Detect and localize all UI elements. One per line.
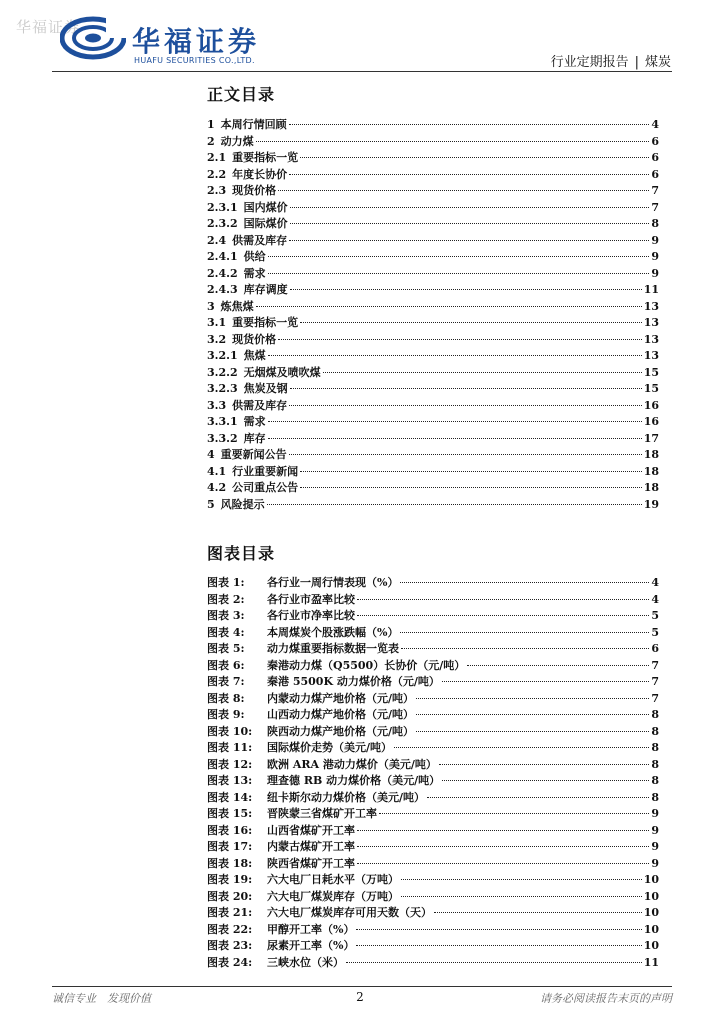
figure-entry-label: 六大电厂日耗水平（万吨）: [267, 873, 399, 886]
figure-entry[interactable]: [207, 690, 659, 707]
figure-entry[interactable]: [207, 888, 659, 905]
figure-entry-label: 内蒙动力煤产地价格（元/吨）: [267, 691, 415, 705]
figure-entry-page: 5: [651, 609, 659, 622]
figure-entry-number: 图表 23:: [207, 939, 253, 952]
toc-entry-page: 13: [643, 299, 659, 313]
figure-entry-leader: [356, 945, 641, 946]
report-header-info: [551, 51, 671, 70]
figure-entry[interactable]: [207, 822, 659, 839]
toc-entry-page: 18: [643, 481, 659, 494]
toc-entry-leader: [268, 256, 649, 257]
toc-entry-leader: [290, 388, 642, 389]
figure-entry-number: 图表 17:: [207, 840, 253, 853]
figure-entry-number: 图表 19:: [207, 873, 253, 886]
toc-entry-number: 2.2: [207, 167, 227, 181]
header-divider: [52, 71, 672, 72]
figure-entry[interactable]: [207, 904, 659, 921]
toc-entry-leader: [290, 289, 642, 290]
figure-entry-number: 图表 16:: [207, 823, 253, 837]
figure-entry-label: 各行业市净率比较: [267, 609, 355, 622]
table-of-contents: [207, 116, 659, 512]
toc-entry-leader: [289, 174, 649, 175]
toc-entry-leader: [300, 157, 649, 158]
figure-entry[interactable]: [207, 723, 659, 740]
figure-entry-leader: [434, 912, 642, 913]
figure-entry-number: 图表 12:: [207, 757, 253, 771]
toc-entry-leader: [289, 240, 649, 241]
figure-entry-label: 六大电厂煤炭库存（万吨）: [267, 889, 399, 903]
toc-entry[interactable]: [207, 397, 659, 414]
toc-entry-number: 2: [207, 134, 215, 148]
figure-entry-leader: [416, 698, 649, 699]
toc-entry-number: 2.4: [207, 233, 227, 247]
toc-entry-leader: [323, 372, 642, 373]
toc-entry-page: 16: [643, 415, 659, 428]
brand-name-cn: 华福证券: [132, 25, 261, 58]
figure-entry-leader: [356, 929, 641, 930]
watermark-text: 华福证券: [16, 18, 81, 36]
figure-entry-number: 图表 1:: [207, 576, 245, 589]
toc-entry[interactable]: [207, 430, 659, 447]
figure-entry-number: 图表 2:: [207, 592, 245, 606]
toc-entry-number: 3.2: [207, 332, 227, 346]
toc-entry[interactable]: [207, 265, 659, 282]
figure-entry-leader: [357, 863, 649, 864]
toc-entry-number: 3.2.1: [207, 349, 238, 362]
figure-entry[interactable]: [207, 805, 659, 822]
figure-entry[interactable]: [207, 937, 659, 954]
toc-entry-page: 15: [643, 382, 659, 395]
page-number: 2: [356, 990, 364, 1004]
figure-entry-leader: [400, 632, 649, 633]
figure-entry-leader: [357, 830, 649, 831]
figure-entry-number: 图表 3:: [207, 609, 245, 622]
figure-entry-label: 各行业市盈率比较: [267, 592, 355, 606]
toc-entry-number: 3.1: [207, 316, 227, 329]
toc-entry-number: 1: [207, 118, 215, 131]
figure-entry-page: 7: [651, 675, 659, 688]
figure-entry-label: 三峡水位（米）: [267, 955, 344, 969]
toc-entry[interactable]: [207, 314, 659, 331]
toc-entry-label: 风险提示: [220, 497, 265, 511]
toc-entry[interactable]: [207, 182, 659, 199]
figure-entry-leader: [379, 813, 649, 814]
figure-entry-page: 9: [651, 807, 659, 820]
toc-entry-number: 3: [207, 299, 215, 313]
figure-entry-number: 图表 20:: [207, 889, 253, 903]
toc-entry-page: 18: [643, 464, 659, 478]
toc-entry-label: 现货价格: [232, 184, 277, 197]
figure-entry-page: 8: [651, 741, 659, 754]
figure-entry[interactable]: [207, 591, 659, 608]
company-logo: [60, 14, 270, 66]
toc-entry-label: 动力煤: [220, 134, 254, 148]
figure-entry[interactable]: [207, 739, 659, 756]
figure-entry-leader: [400, 582, 649, 583]
figure-entry-label: 各行业一周行情表现（%）: [267, 576, 399, 589]
figure-entry-label: 晋陕蒙三省煤矿开工率: [267, 807, 377, 820]
toc-entry-label: 重要指标一览: [232, 316, 299, 329]
toc-entry-leader: [267, 504, 642, 505]
figure-entry[interactable]: [207, 673, 659, 690]
figure-entry-label: 秦港 5500K 动力煤价格（元/吨）: [267, 675, 440, 688]
toc-entry-leader: [300, 322, 642, 323]
figure-entry-leader: [401, 879, 642, 880]
toc-entry-leader: [300, 487, 642, 488]
toc-entry-number: 5: [207, 497, 215, 511]
figure-entry-number: 图表 11:: [207, 741, 253, 754]
toc-entry-number: 2.1: [207, 151, 227, 164]
toc-entry-number: 3.3: [207, 398, 227, 412]
figure-entry-leader: [401, 648, 649, 649]
toc-entry[interactable]: [207, 463, 659, 480]
figure-entry[interactable]: [207, 574, 659, 591]
toc-entry-label: 公司重点公告: [232, 481, 299, 494]
toc-entry-label: 国际煤价: [243, 217, 288, 230]
toc-entry-leader: [300, 471, 642, 472]
figure-entry-page: 9: [651, 840, 659, 853]
toc-entry-number: 4: [207, 448, 215, 461]
figure-entry[interactable]: [207, 756, 659, 773]
figure-entry[interactable]: [207, 838, 659, 855]
figure-entry-leader: [439, 764, 649, 765]
toc-entry-label: 重要指标一览: [232, 151, 299, 164]
toc-entry-page: 13: [643, 316, 659, 329]
toc-entry-label: 炼焦煤: [220, 299, 254, 313]
toc-entry-number: 4.2: [207, 481, 227, 494]
toc-entry-number: 2.3: [207, 184, 227, 197]
figure-entry-page: 10: [643, 906, 659, 919]
figure-entry-label: 欧洲 ARA 港动力煤价（美元/吨）: [267, 757, 437, 771]
toc-entry[interactable]: [207, 215, 659, 232]
figure-entry[interactable]: [207, 871, 659, 888]
figure-entry-number: 图表 6:: [207, 658, 245, 672]
toc-entry[interactable]: [207, 149, 659, 166]
toc-entry[interactable]: [207, 248, 659, 265]
figure-entry-page: 9: [651, 823, 659, 837]
toc-entry-number: 2.3.1: [207, 200, 238, 214]
figure-entry-number: 图表 18:: [207, 856, 253, 870]
figure-entry-number: 图表 15:: [207, 807, 253, 820]
toc-entry-label: 库存: [243, 431, 266, 445]
figure-entry-page: 9: [651, 856, 659, 870]
toc-entry[interactable]: [207, 281, 659, 298]
toc-entry-page: 15: [643, 365, 659, 379]
figure-entry-number: 图表 9:: [207, 708, 245, 721]
toc-entry-label: 行业重要新闻: [232, 464, 299, 478]
figure-entry-number: 图表 24:: [207, 955, 253, 969]
huafu-logo-icon: [60, 16, 126, 60]
toc-entry-leader: [268, 421, 642, 422]
toc-entry-leader: [278, 339, 642, 340]
toc-entry-page: 6: [651, 134, 659, 148]
figure-entry-number: 图表 21:: [207, 906, 253, 919]
toc-entry-leader: [289, 454, 642, 455]
toc-entry-number: 4.1: [207, 464, 227, 478]
toc-entry-label: 供给: [243, 250, 266, 263]
toc-entry-leader: [268, 273, 649, 274]
figure-entry-page: 4: [651, 576, 659, 589]
figure-entry-page: 8: [651, 708, 659, 721]
figure-entry-number: 图表 4:: [207, 625, 245, 639]
figure-entry[interactable]: [207, 921, 659, 938]
report-sector: 煤炭: [644, 55, 671, 70]
figure-entry-number: 图表 8:: [207, 691, 245, 705]
figure-entry-page: 5: [651, 625, 659, 639]
figure-entry-number: 图表 5:: [207, 642, 245, 655]
figure-entry-number: 图表 7:: [207, 675, 245, 688]
figure-entry-label: 本周煤炭个股涨跌幅（%）: [267, 625, 399, 639]
toc-entry-page: 7: [651, 200, 659, 214]
figure-entry[interactable]: [207, 772, 659, 789]
toc-entry-leader: [278, 190, 649, 191]
figure-entry-leader: [401, 896, 642, 897]
toc-entry-number: 3.3.1: [207, 415, 238, 428]
figure-entry-number: 图表 22:: [207, 922, 253, 936]
toc-entry-page: 9: [651, 266, 659, 280]
figure-entry-label: 动力煤重要指标数据一览表: [267, 642, 399, 655]
figure-entry-leader: [357, 846, 649, 847]
figure-entry-page: 10: [643, 939, 659, 952]
figure-entry[interactable]: [207, 624, 659, 641]
toc-entry-leader: [256, 306, 642, 307]
toc-entry-leader: [289, 124, 649, 125]
figure-entry-leader: [346, 962, 642, 963]
toc-entry[interactable]: [207, 479, 659, 496]
toc-entry-number: 3.2.3: [207, 382, 238, 395]
figures-title: 图表目录: [207, 544, 276, 563]
figure-entry-page: 8: [651, 790, 659, 804]
toc-entry-page: 17: [643, 431, 659, 445]
figure-entry-page: 10: [643, 922, 659, 936]
figure-entry-number: 图表 14:: [207, 790, 253, 804]
toc-entry-leader: [268, 355, 642, 356]
figure-entry-page: 8: [651, 757, 659, 771]
figure-entry[interactable]: [207, 954, 659, 971]
figure-entry-leader: [416, 731, 649, 732]
toc-entry-label: 现货价格: [232, 332, 277, 346]
figure-entry-number: 图表 13:: [207, 774, 253, 787]
figure-entry-page: 10: [643, 873, 659, 886]
toc-entry-label: 国内煤价: [243, 200, 288, 214]
figure-entry-page: 6: [651, 642, 659, 655]
toc-entry-page: 9: [651, 233, 659, 247]
figure-entry-page: 7: [651, 691, 659, 705]
toc-entry-page: 7: [651, 184, 659, 197]
figure-entry-leader: [467, 665, 649, 666]
toc-entry-page: 9: [651, 250, 659, 263]
toc-entry[interactable]: [207, 364, 659, 381]
toc-entry-leader: [268, 438, 642, 439]
toc-entry-page: 6: [651, 151, 659, 164]
toc-entry-page: 13: [643, 332, 659, 346]
header-separator: |: [634, 55, 639, 70]
toc-entry[interactable]: [207, 298, 659, 315]
report-type: 行业定期报告: [550, 55, 629, 70]
figure-entry-label: 陕西动力煤产地价格（元/吨）: [267, 724, 415, 738]
toc-title: 正文目录: [207, 85, 276, 104]
figure-entry-leader: [442, 780, 649, 781]
toc-entry[interactable]: [207, 116, 659, 133]
toc-entry[interactable]: [207, 446, 659, 463]
figure-entry-leader: [442, 681, 649, 682]
figure-entry[interactable]: [207, 607, 659, 624]
toc-entry-number: 3.2.2: [207, 365, 238, 379]
toc-entry-page: 13: [643, 349, 659, 362]
toc-entry-page: 6: [651, 167, 659, 181]
toc-entry-page: 18: [643, 448, 659, 461]
toc-entry[interactable]: [207, 413, 659, 430]
figure-entry-leader: [357, 615, 649, 616]
toc-entry[interactable]: [207, 166, 659, 183]
toc-entry-page: 19: [643, 497, 659, 511]
figure-entry-label: 陕西省煤矿开工率: [267, 856, 355, 870]
figure-entry-page: 8: [651, 724, 659, 738]
figure-entry-label: 国际煤价走势（美元/吨）: [267, 741, 393, 754]
figure-entry[interactable]: [207, 640, 659, 657]
figure-entry-page: 4: [651, 592, 659, 606]
figure-entry[interactable]: [207, 657, 659, 674]
figure-entry-label: 内蒙古煤矿开工率: [267, 840, 355, 853]
toc-entry[interactable]: [207, 380, 659, 397]
toc-entry-label: 焦煤: [243, 349, 266, 362]
toc-entry[interactable]: [207, 199, 659, 216]
figure-entry-label: 山西省煤矿开工率: [267, 823, 355, 837]
toc-entry-number: 3.3.2: [207, 431, 238, 445]
toc-entry-label: 无烟煤及喷吹煤: [243, 365, 321, 379]
toc-entry[interactable]: [207, 347, 659, 364]
figure-entry-page: 7: [651, 658, 659, 672]
toc-entry-number: 2.4.2: [207, 266, 238, 280]
toc-entry-label: 重要新闻公告: [220, 448, 287, 461]
toc-entry-label: 供需及库存: [232, 233, 288, 247]
figure-entry-label: 尿素开工率（%）: [267, 939, 355, 952]
figure-entry[interactable]: [207, 789, 659, 806]
footer-divider: [52, 986, 672, 987]
figure-entry-label: 秦港动力煤（Q5500）长协价（元/吨）: [267, 658, 466, 672]
toc-entry-number: 2.3.2: [207, 217, 238, 230]
figure-entry-leader: [416, 714, 649, 715]
figure-entry-page: 11: [643, 955, 659, 969]
toc-entry[interactable]: [207, 496, 659, 513]
toc-entry-leader: [256, 141, 649, 142]
figure-entry-leader: [357, 599, 649, 600]
figure-entry-label: 纽卡斯尔动力煤价格（美元/吨）: [267, 790, 426, 804]
figure-entry-label: 甲醇开工率（%）: [267, 922, 355, 936]
toc-entry-page: 8: [651, 217, 659, 230]
toc-entry-label: 需求: [243, 415, 266, 428]
toc-entry-leader: [289, 405, 642, 406]
figure-entry[interactable]: [207, 855, 659, 872]
brand-name-en: HUAFU SECURITIES CO.,LTD.: [134, 56, 255, 65]
figure-entry-label: 六大电厂煤炭库存可用天数（天）: [267, 906, 432, 919]
figure-entry[interactable]: [207, 706, 659, 723]
toc-entry[interactable]: [207, 331, 659, 348]
figure-entry-leader: [427, 797, 649, 798]
toc-entry-label: 焦炭及钢: [243, 382, 288, 395]
toc-entry-label: 年度长协价: [232, 167, 288, 181]
toc-entry-label: 供需及库存: [232, 398, 288, 412]
toc-entry-leader: [290, 207, 649, 208]
figure-entry-leader: [394, 747, 649, 748]
footer-slogan: 诚信专业 发现价值: [52, 992, 151, 1005]
toc-entry[interactable]: [207, 232, 659, 249]
figure-entry-page: 10: [643, 889, 659, 903]
toc-entry-number: 2.4.1: [207, 250, 238, 263]
toc-entry-page: 11: [643, 283, 659, 296]
toc-entry[interactable]: [207, 133, 659, 150]
toc-entry-label: 库存调度: [243, 283, 288, 296]
toc-entry-label: 本周行情回顾: [220, 118, 287, 131]
footer-disclaimer: 请务必阅读报告末页的声明: [540, 992, 672, 1005]
figure-entry-label: 理查德 RB 动力煤价格（美元/吨）: [267, 774, 441, 787]
toc-entry-number: 2.4.3: [207, 283, 238, 296]
toc-entry-leader: [290, 223, 649, 224]
figures-list: [207, 574, 659, 970]
toc-entry-page: 16: [643, 398, 659, 412]
figure-entry-label: 山西动力煤产地价格（元/吨）: [267, 708, 415, 721]
figure-entry-page: 8: [651, 774, 659, 787]
toc-entry-label: 需求: [243, 266, 266, 280]
figure-entry-number: 图表 10:: [207, 724, 253, 738]
toc-entry-page: 4: [651, 118, 659, 131]
